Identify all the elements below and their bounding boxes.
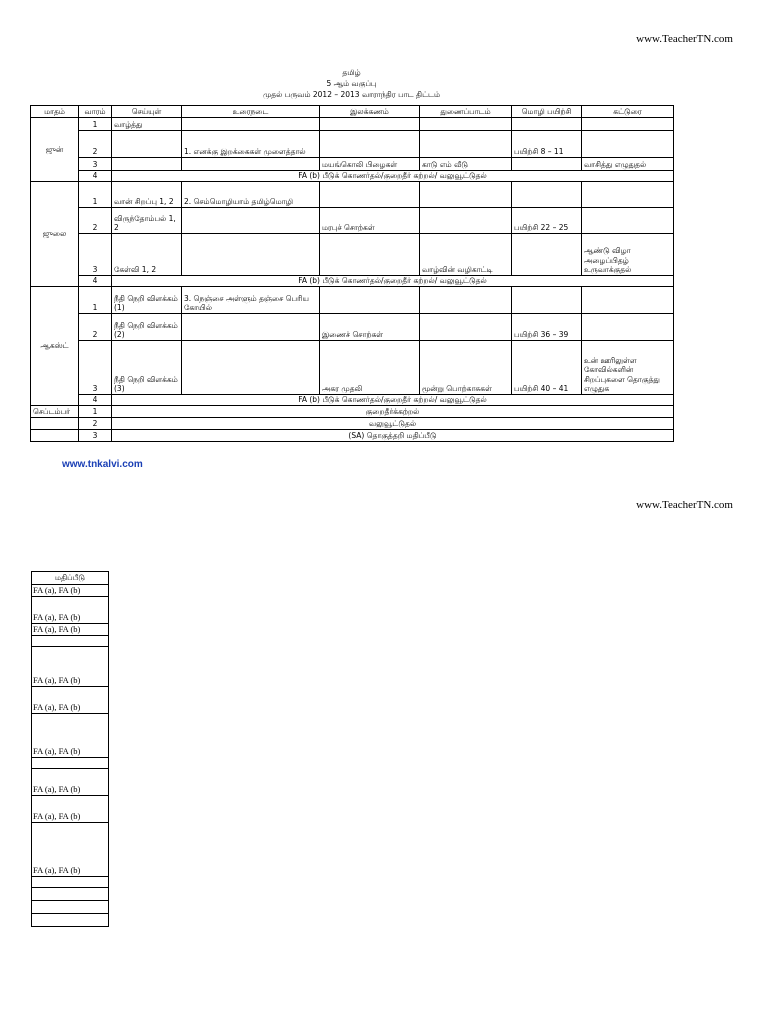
table-row <box>31 418 674 430</box>
september-activity: (SA) தொகுத்தறி மதிப்பீடு <box>112 430 674 442</box>
table-row <box>31 406 674 418</box>
week-cell: 3 <box>79 430 112 442</box>
prose-cell <box>182 341 320 395</box>
fa-cell: FA (b) பீடுக் கொணர்தல்/குறைதீர் கற்றல்/ வலுவூட்டுதல் <box>112 395 674 406</box>
poem-cell: வாழ்த்து <box>112 118 182 131</box>
grammar-cell <box>320 287 420 314</box>
week-cell: 3 <box>79 234 112 276</box>
week-cell: 2 <box>79 314 112 341</box>
grammar-cell <box>320 234 420 276</box>
poem-cell: நீதி நெறி விளக்கம் (2) <box>112 314 182 341</box>
month-june: ஜுன் <box>31 118 79 182</box>
essay-cell <box>582 208 674 234</box>
col-week: வாரம் <box>79 106 112 118</box>
col-prose: உரைநடை <box>182 106 320 118</box>
september-activity: வலுவூட்டுதல் <box>112 418 674 430</box>
poem-cell <box>112 158 182 171</box>
table-row <box>31 158 674 171</box>
poem-cell: நீதி நெறி விளக்கம் (3) <box>112 341 182 395</box>
assessment-header: மதிப்பீடு <box>32 572 109 585</box>
poem-cell: கேள்வி 1, 2 <box>112 234 182 276</box>
week-cell: 2 <box>79 131 112 158</box>
assessment-cell: FA (a), FA (b) <box>32 687 109 714</box>
assessment-cell <box>32 758 109 769</box>
assessment-cell: FA (a), FA (b) <box>32 597 109 624</box>
month-empty <box>31 430 79 442</box>
essay-cell <box>582 131 674 158</box>
essay-cell <box>582 182 674 208</box>
week-cell: 1 <box>79 406 112 418</box>
poem-cell: நீதி நெறி விளக்கம் (1) <box>112 287 182 314</box>
language-cell <box>512 287 582 314</box>
prose-cell: 1. எனக்கு இறக்கைகள் முளைத்தால் <box>182 131 320 158</box>
prose-cell <box>182 118 320 131</box>
month-empty <box>31 418 79 430</box>
assessment-cell: FA (a), FA (b) <box>32 585 109 597</box>
supplementary-cell <box>420 314 512 341</box>
prose-cell <box>182 234 320 276</box>
language-cell: பயிற்சி 8 – 11 <box>512 131 582 158</box>
essay-cell <box>582 118 674 131</box>
tnkalvi-link[interactable]: www.tnkalvi.com <box>62 459 143 468</box>
grammar-cell <box>320 131 420 158</box>
month-september: செப்டம்பர் <box>31 406 79 418</box>
supplementary-cell: மூன்று பொற்காசுகள் <box>420 341 512 395</box>
week-cell: 1 <box>79 182 112 208</box>
week-cell: 3 <box>79 341 112 395</box>
grammar-cell: மரபுச் சொற்கள் <box>320 208 420 234</box>
supplementary-cell: காடு எம் வீடு <box>420 158 512 171</box>
supplementary-cell <box>420 131 512 158</box>
poem-cell <box>112 131 182 158</box>
table-row <box>31 395 674 406</box>
essay-cell: ஆண்டு விழா அழைப்பிதழ் உருவாக்குதல் <box>582 234 674 276</box>
prose-cell <box>182 314 320 341</box>
prose-cell: 2. செம்மொழியாம் தமிழ்மொழி <box>182 182 320 208</box>
grammar-cell: மயங்கொலி பிழைகள் <box>320 158 420 171</box>
week-cell: 1 <box>79 118 112 131</box>
supplementary-cell <box>420 182 512 208</box>
prose-cell <box>182 208 320 234</box>
table-row <box>31 208 674 234</box>
subject-title: தமிழ் <box>342 68 361 77</box>
language-cell <box>512 182 582 208</box>
week-cell: 4 <box>79 171 112 182</box>
language-cell <box>512 234 582 276</box>
assessment-cell <box>32 888 109 901</box>
table-row <box>31 287 674 314</box>
col-month: மாதம் <box>31 106 79 118</box>
fa-cell: FA (b) பீடுக் கொணர்தல்/குறைதீர் கற்றல்/ வலுவூட்டுதல் <box>112 276 674 287</box>
week-cell: 2 <box>79 208 112 234</box>
plan-title: முதல் பருவம் 2012 – 2013 வாராந்திர பாட திட்டம் <box>262 89 441 99</box>
grade-title: 5 ஆம் வகுப்பு <box>326 78 377 88</box>
table-row <box>31 430 674 442</box>
month-july: ஜுலை <box>31 182 79 287</box>
assessment-cell: FA (a), FA (b) <box>32 796 109 823</box>
table-row <box>31 276 674 287</box>
table-row <box>31 234 674 276</box>
week-cell: 3 <box>79 158 112 171</box>
prose-cell: 3. நெஞ்சை அள்ளும் தஞ்சை பெரிய கோயில் <box>182 287 320 314</box>
table-row <box>31 171 674 182</box>
col-language: மொழி பயிற்சி <box>512 106 582 118</box>
week-cell: 1 <box>79 287 112 314</box>
table-row <box>31 182 674 208</box>
table-row <box>31 131 674 158</box>
assessment-cell: FA (a), FA (b) <box>32 647 109 687</box>
table-row <box>31 341 674 395</box>
week-cell: 4 <box>79 395 112 406</box>
assessment-cell <box>32 636 109 647</box>
assessment-cell: FA (a), FA (b) <box>32 769 109 796</box>
month-august: ஆகஸ்ட் <box>31 287 79 406</box>
essay-cell: உன் ஊரிலுள்ள கோவில்களின் சிறப்புகளை தொகுத்து எழுதுக <box>582 341 674 395</box>
essay-cell <box>582 314 674 341</box>
weekly-plan-table <box>30 105 674 442</box>
assessment-cell: FA (a), FA (b) <box>32 624 109 636</box>
supplementary-cell <box>420 118 512 131</box>
language-cell <box>512 158 582 171</box>
poem-cell: விருந்தோம்பல் 1, 2 <box>112 208 182 234</box>
assessment-cell <box>32 914 109 927</box>
week-cell: 4 <box>79 276 112 287</box>
language-cell: பயிற்சி 22 – 25 <box>512 208 582 234</box>
assessment-cell <box>32 901 109 914</box>
language-cell: பயிற்சி 40 – 41 <box>512 341 582 395</box>
col-poem: செய்யுள் <box>112 106 182 118</box>
poem-cell: வான் சிறப்பு 1, 2 <box>112 182 182 208</box>
supplementary-cell <box>420 287 512 314</box>
grammar-cell <box>320 182 420 208</box>
essay-cell: வாசித்து எழுதுதல் <box>582 158 674 171</box>
assessment-cell <box>32 877 109 888</box>
supplementary-cell: வாழ்வின் வழிகாட்டி <box>420 234 512 276</box>
essay-cell <box>582 287 674 314</box>
assessment-table <box>31 571 109 927</box>
september-activity: குறைதீர்க்கற்றல் <box>112 406 674 418</box>
col-supplementary: துணைப்பாடம் <box>420 106 512 118</box>
page-heading <box>30 68 673 100</box>
header-row <box>31 106 674 118</box>
supplementary-cell <box>420 208 512 234</box>
week-cell: 2 <box>79 418 112 430</box>
grammar-cell <box>320 118 420 131</box>
table-row <box>31 314 674 341</box>
grammar-cell: அகர முதலி <box>320 341 420 395</box>
grammar-cell: இணைச் சொற்கள் <box>320 314 420 341</box>
fa-cell: FA (b) பீடுக் கொணர்தல்/குறைதீர் கற்றல்/ வலுவூட்டுதல் <box>112 171 674 182</box>
table-row <box>31 118 674 131</box>
assessment-cell: FA (a), FA (b) <box>32 823 109 877</box>
col-essay: கட்டுரை <box>582 106 674 118</box>
language-cell <box>512 118 582 131</box>
assessment-cell: FA (a), FA (b) <box>32 714 109 758</box>
language-cell: பயிற்சி 36 – 39 <box>512 314 582 341</box>
col-grammar: இலக்கணம் <box>320 106 420 118</box>
watermark-top: www.TeacherTN.com <box>636 33 733 45</box>
prose-cell <box>182 158 320 171</box>
watermark-bottom: www.TeacherTN.com <box>636 499 733 511</box>
